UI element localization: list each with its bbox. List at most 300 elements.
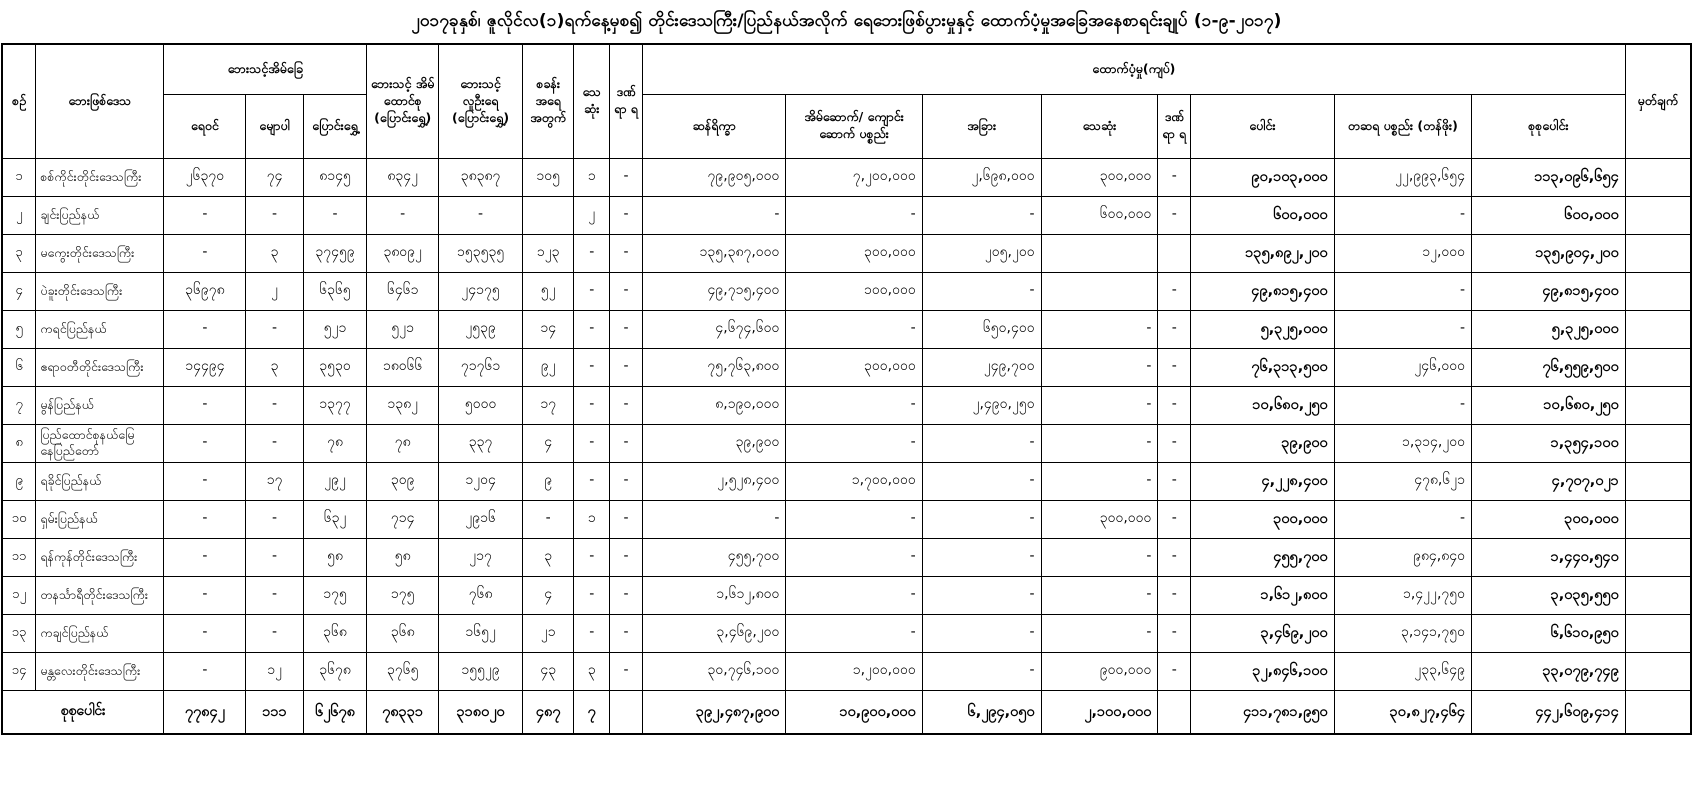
- cell-affected-population: ၅၀၀၀: [439, 386, 523, 424]
- cell-subtotal: ၄၉,၈၁၅,၄၀၀: [1191, 272, 1334, 310]
- cell-injured: -: [610, 614, 643, 652]
- cell-deaths-money: ၃၀၀,၀၀၀: [1041, 500, 1158, 538]
- cell-affected-families: ၈၃၄၂: [367, 158, 439, 196]
- cell-other: -: [922, 538, 1041, 576]
- cell-building-materials: -: [786, 576, 922, 614]
- cell-building-materials: -: [786, 196, 922, 234]
- total-cell-relocated: ၆၂၆၇၈: [303, 690, 367, 734]
- cell-serial: ၈: [2, 424, 36, 462]
- cell-camps: [523, 196, 574, 234]
- cell-remark: [1625, 500, 1691, 538]
- cell-affected-population: ၂၅၃၉: [439, 310, 523, 348]
- cell-flooded: ၃၆၉၇၈: [164, 272, 246, 310]
- cell-other: -: [922, 652, 1041, 690]
- col-subtotal: ပေါင်း: [1191, 94, 1334, 158]
- cell-remark: [1625, 348, 1691, 386]
- cell-injured: -: [610, 576, 643, 614]
- total-cell-deaths-money: ၂,၁၀၀,၀၀၀: [1041, 690, 1158, 734]
- cell-swept-away: ၁၇: [246, 462, 303, 500]
- cell-flooded: -: [164, 576, 246, 614]
- cell-region-name: မကွေးတိုင်းဒေသကြီး: [36, 234, 164, 272]
- cell-injured: -: [610, 538, 643, 576]
- cell-serial: ၁၁: [2, 538, 36, 576]
- cell-grand-total: ၃၀၀,၀၀၀: [1472, 500, 1626, 538]
- cell-deaths: ၁: [574, 500, 610, 538]
- table-row: [2, 576, 1691, 614]
- cell-rice-ration: -: [642, 196, 785, 234]
- total-cell-camps: ၄၈၇: [523, 690, 574, 734]
- cell-rice-ration: ၂,၅၂၈,၄၀၀: [642, 462, 785, 500]
- cell-deaths-money: -: [1041, 424, 1158, 462]
- cell-affected-families: ၃၇၆၅: [367, 652, 439, 690]
- col-grand-total: စုစုပေါင်း: [1472, 94, 1626, 158]
- cell-injured-money: -: [1158, 614, 1191, 652]
- col-other: အခြား: [922, 94, 1041, 158]
- cell-deaths-money: ၆၀၀,၀၀၀: [1041, 196, 1158, 234]
- cell-swept-away: ၃: [246, 234, 303, 272]
- total-cell-rice-ration: ၃၉၂,၄၈၇,၉၀၀: [642, 690, 785, 734]
- cell-affected-families: ၁၇၅: [367, 576, 439, 614]
- total-cell-affected-families: ၇၈၃၃၁: [367, 690, 439, 734]
- cell-injured-money: -: [1158, 158, 1191, 196]
- cell-swept-away: ၁၂: [246, 652, 303, 690]
- cell-deaths: ၃: [574, 652, 610, 690]
- cell-deaths: -: [574, 310, 610, 348]
- col-group-support-kyat: ထောက်ပံ့မှု(ကျပ်): [642, 44, 1625, 94]
- cell-injured-money: -: [1158, 272, 1191, 310]
- cell-camps: ၉၂: [523, 348, 574, 386]
- cell-building-materials: -: [786, 614, 922, 652]
- cell-rice-ration: ၄၅၅,၇၀၀: [642, 538, 785, 576]
- cell-flooded: -: [164, 196, 246, 234]
- cell-serial: ၁၂: [2, 576, 36, 614]
- cell-building-materials: ၃၀၀,၀၀၀: [786, 234, 922, 272]
- cell-grand-total: ၅,၃၂၅,၀၀၀: [1472, 310, 1626, 348]
- cell-rice-ration: ၄၉,၇၁၅,၄၀၀: [642, 272, 785, 310]
- cell-deaths: -: [574, 576, 610, 614]
- cell-injured: -: [610, 158, 643, 196]
- cell-affected-families: ၅၈: [367, 538, 439, 576]
- table-row: [2, 234, 1691, 272]
- cell-flooded: -: [164, 424, 246, 462]
- cell-remark: [1625, 424, 1691, 462]
- cell-remark: [1625, 652, 1691, 690]
- col-camps: စခန်း အရေ အတွက်: [523, 44, 574, 158]
- flood-report-table: [1, 43, 1692, 735]
- cell-region-name: ရခိုင်ပြည်နယ်: [36, 462, 164, 500]
- cell-injured-money: -: [1158, 576, 1191, 614]
- cell-camps: ၂၁: [523, 614, 574, 652]
- total-row-label: စုစုပေါင်း: [2, 690, 164, 734]
- cell-affected-population: ၁၅၃၅၃၅: [439, 234, 523, 272]
- col-donated-goods-value: တဆရ ပစ္စည်း (တန်ဖိုး): [1334, 94, 1471, 158]
- cell-deaths-money: -: [1041, 576, 1158, 614]
- cell-building-materials: ၁,၂၀၀,၀၀၀: [786, 652, 922, 690]
- cell-swept-away: -: [246, 424, 303, 462]
- cell-deaths: ၂: [574, 196, 610, 234]
- cell-donated-goods-value: ၄၇၈,၆၂၁: [1334, 462, 1471, 500]
- cell-injured-money: -: [1158, 500, 1191, 538]
- cell-serial: ၁၃: [2, 614, 36, 652]
- cell-serial: ၅: [2, 310, 36, 348]
- cell-camps: -: [523, 500, 574, 538]
- cell-injured: -: [610, 310, 643, 348]
- cell-donated-goods-value: ၁,၄၂၂,၇၅၀: [1334, 576, 1471, 614]
- cell-building-materials: -: [786, 310, 922, 348]
- cell-building-materials: ၁၀၀,၀၀၀: [786, 272, 922, 310]
- cell-injured-money: -: [1158, 652, 1191, 690]
- cell-flooded: -: [164, 386, 246, 424]
- cell-subtotal: ၃,၄၆၉,၂၀၀: [1191, 614, 1334, 652]
- cell-relocated: ၃၇၄၅၉: [303, 234, 367, 272]
- cell-grand-total: ၇၆,၅၅၉,၅၀၀: [1472, 348, 1626, 386]
- cell-deaths-money: ၉၀၀,၀၀၀: [1041, 652, 1158, 690]
- col-affected-families: ဘေးသင့် အိမ် ထောင်စု (ပြောင်းရွှေ့): [367, 44, 439, 158]
- cell-subtotal: ၄၅၅,၇၀၀: [1191, 538, 1334, 576]
- cell-flooded: -: [164, 234, 246, 272]
- cell-relocated: ၆၃၂: [303, 500, 367, 538]
- table-row: [2, 652, 1691, 690]
- cell-other: -: [922, 272, 1041, 310]
- cell-grand-total: ၁၁၃,၀၉၆,၆၅၄: [1472, 158, 1626, 196]
- cell-swept-away: -: [246, 500, 303, 538]
- cell-subtotal: ၁,၆၁၂,၈၀၀: [1191, 576, 1334, 614]
- cell-remark: [1625, 196, 1691, 234]
- cell-injured: -: [610, 500, 643, 538]
- cell-affected-population: ၇၆၈: [439, 576, 523, 614]
- cell-camps: ၄၃: [523, 652, 574, 690]
- cell-deaths-money: -: [1041, 614, 1158, 652]
- cell-remark: [1625, 386, 1691, 424]
- cell-affected-families: -: [367, 196, 439, 234]
- table-row: [2, 158, 1691, 196]
- cell-region-name: ရန်ကုန်တိုင်းဒေသကြီး: [36, 538, 164, 576]
- cell-serial: ၁၄: [2, 652, 36, 690]
- cell-injured: -: [610, 234, 643, 272]
- cell-relocated: ၅၈: [303, 538, 367, 576]
- col-flooded: ရေဝင်: [164, 94, 246, 158]
- cell-rice-ration: ၈,၁၉၀,၀၀၀: [642, 386, 785, 424]
- cell-subtotal: ၁၃၅,၈၉၂,၂၀၀: [1191, 234, 1334, 272]
- cell-rice-ration: ၄,၆၇၄,၆၀၀: [642, 310, 785, 348]
- cell-deaths-money: [1041, 272, 1158, 310]
- table-row: [2, 348, 1691, 386]
- cell-building-materials: -: [786, 538, 922, 576]
- cell-affected-population: ၂၉၁၆: [439, 500, 523, 538]
- cell-other: -: [922, 614, 1041, 652]
- cell-remark: [1625, 538, 1691, 576]
- cell-serial: ၂: [2, 196, 36, 234]
- cell-remark: [1625, 310, 1691, 348]
- total-cell-donated-goods-value: ၃၀,၈၂၇,၄၆၄: [1334, 690, 1471, 734]
- cell-grand-total: ၆၀၀,၀၀၀: [1472, 196, 1626, 234]
- cell-subtotal: ၇၆,၃၁၃,၅၀၀: [1191, 348, 1334, 386]
- cell-injured: -: [610, 462, 643, 500]
- cell-donated-goods-value: ၁၂,၀၀၀: [1334, 234, 1471, 272]
- cell-donated-goods-value: ၁,၃၁၄,၂၀၀: [1334, 424, 1471, 462]
- cell-region-name: ရှမ်းပြည်နယ်: [36, 500, 164, 538]
- cell-swept-away: -: [246, 538, 303, 576]
- cell-relocated: ၁၃၇၇: [303, 386, 367, 424]
- cell-serial: ၁၀: [2, 500, 36, 538]
- cell-affected-population: ၃၈၃၈၇: [439, 158, 523, 196]
- total-cell-injured-money: [1158, 690, 1191, 734]
- table-row: [2, 614, 1691, 652]
- cell-camps: ၄: [523, 424, 574, 462]
- cell-injured-money: [1158, 234, 1191, 272]
- cell-deaths-money: -: [1041, 386, 1158, 424]
- cell-affected-families: ၃၈၀၉၂: [367, 234, 439, 272]
- table-row: [2, 196, 1691, 234]
- cell-relocated: ၈၁၄၅: [303, 158, 367, 196]
- cell-camps: ၁၀၅: [523, 158, 574, 196]
- cell-grand-total: ၄၉,၈၁၅,၄၀၀: [1472, 272, 1626, 310]
- cell-relocated: ၃၆၈: [303, 614, 367, 652]
- cell-flooded: -: [164, 614, 246, 652]
- cell-camps: ၄: [523, 576, 574, 614]
- cell-affected-families: ၁၈၀၆၆: [367, 348, 439, 386]
- cell-donated-goods-value: ၉၈၄,၈၄၀: [1334, 538, 1471, 576]
- cell-camps: ၁၂၃: [523, 234, 574, 272]
- cell-deaths-money: -: [1041, 538, 1158, 576]
- col-swept-away: မျောပါ: [246, 94, 303, 158]
- cell-swept-away: -: [246, 576, 303, 614]
- cell-injured: -: [610, 424, 643, 462]
- cell-affected-population: ၁၂၀၄: [439, 462, 523, 500]
- cell-deaths-money: -: [1041, 348, 1158, 386]
- table-row: [2, 538, 1691, 576]
- cell-subtotal: ၄,၂၂၈,၄၀၀: [1191, 462, 1334, 500]
- cell-region-name: ပဲခူးတိုင်းဒေသကြီး: [36, 272, 164, 310]
- total-cell-swept-away: ၁၁၁: [246, 690, 303, 734]
- cell-serial: ၆: [2, 348, 36, 386]
- cell-donated-goods-value: ၂၄၆,၀၀၀: [1334, 348, 1471, 386]
- cell-serial: ၃: [2, 234, 36, 272]
- cell-donated-goods-value: -: [1334, 386, 1471, 424]
- cell-building-materials: -: [786, 386, 922, 424]
- cell-rice-ration: ၃,၄၆၉,၂၀၀: [642, 614, 785, 652]
- total-cell-affected-population: ၃၁၈၀၂၀: [439, 690, 523, 734]
- page-title: ၂၀၁၇ခုနှစ်၊ ဇူလိုင်လ(၁)ရက်နေ့မှစ၍ တိုင်းဒေသကြီး/ပြည်နယ်အလိုက် ရေဘေးဖြစ်ပွားမှုနှင့် ထောက်ပံ့မှုအခြေအနေစာရင်းချုပ် (၁-၉-၂၀၁၇): [411, 11, 1282, 31]
- cell-relocated: -: [303, 196, 367, 234]
- cell-deaths: -: [574, 538, 610, 576]
- cell-other: ၂,၆၉၈,၀၀၀: [922, 158, 1041, 196]
- cell-subtotal: ၁၀,၆၈၀,၂၅၀: [1191, 386, 1334, 424]
- cell-injured-money: -: [1158, 386, 1191, 424]
- cell-affected-families: ၅၂၁: [367, 310, 439, 348]
- cell-grand-total: ၁၀,၆၈၀,၂၅၀: [1472, 386, 1626, 424]
- cell-affected-families: ၁၃၈၂: [367, 386, 439, 424]
- cell-deaths: -: [574, 614, 610, 652]
- cell-region-name: မန္တလေးတိုင်းဒေသကြီး: [36, 652, 164, 690]
- cell-region-name: စစ်ကိုင်းတိုင်းဒေသကြီး: [36, 158, 164, 196]
- cell-grand-total: ၁,၄၄၀,၅၄၀: [1472, 538, 1626, 576]
- cell-other: ၂၀၅,၂၀၀: [922, 234, 1041, 272]
- cell-swept-away: -: [246, 614, 303, 652]
- cell-rice-ration: ၃၉,၉၀၀: [642, 424, 785, 462]
- cell-other: -: [922, 462, 1041, 500]
- cell-deaths-money: -: [1041, 462, 1158, 500]
- cell-donated-goods-value: -: [1334, 272, 1471, 310]
- cell-injured-money: -: [1158, 462, 1191, 500]
- cell-deaths: -: [574, 234, 610, 272]
- cell-other: ၂,၄၉၀,၂၅၀: [922, 386, 1041, 424]
- cell-camps: ၁၄: [523, 310, 574, 348]
- cell-injured-money: -: [1158, 538, 1191, 576]
- cell-camps: ၁၇: [523, 386, 574, 424]
- col-group-affected-households: ဘေးသင့်အိမ်ခြေ: [164, 44, 367, 94]
- cell-affected-families: ၇၁၄: [367, 500, 439, 538]
- cell-injured: -: [610, 652, 643, 690]
- cell-injured: -: [610, 196, 643, 234]
- cell-region-name: ကရင်ပြည်နယ်: [36, 310, 164, 348]
- col-relocated: ပြောင်းရွှေ့: [303, 94, 367, 158]
- cell-deaths-money: [1041, 234, 1158, 272]
- cell-rice-ration: -: [642, 500, 785, 538]
- cell-affected-families: ၃၆၈: [367, 614, 439, 652]
- table-body: [2, 158, 1691, 734]
- cell-deaths: -: [574, 348, 610, 386]
- cell-injured-money: -: [1158, 310, 1191, 348]
- cell-swept-away: ၃: [246, 348, 303, 386]
- cell-rice-ration: ၃၀,၇၄၆,၁၀၀: [642, 652, 785, 690]
- table-header: [2, 44, 1691, 158]
- cell-other: -: [922, 500, 1041, 538]
- cell-rice-ration: ၇၉,၉၀၅,၀၀၀: [642, 158, 785, 196]
- cell-relocated: ၅၂၁: [303, 310, 367, 348]
- cell-relocated: ၃၅၃၀: [303, 348, 367, 386]
- cell-flooded: ၁၄၄၉၄: [164, 348, 246, 386]
- cell-affected-population: ၇၁၇၆၁: [439, 348, 523, 386]
- total-cell-subtotal: ၄၁၁,၇၈၁,၉၅၀: [1191, 690, 1334, 734]
- cell-injured: -: [610, 386, 643, 424]
- cell-injured: -: [610, 272, 643, 310]
- cell-deaths: -: [574, 386, 610, 424]
- cell-deaths: ၁: [574, 158, 610, 196]
- cell-remark: [1625, 272, 1691, 310]
- total-cell-building-materials: ၁၀,၉၀၀,၀၀၀: [786, 690, 922, 734]
- cell-region-name: တနင်္သာရီတိုင်းဒေသကြီး: [36, 576, 164, 614]
- cell-donated-goods-value: -: [1334, 310, 1471, 348]
- col-building-materials: အိမ်ဆောက်/ ကျောင်းဆောက် ပစ္စည်း: [786, 94, 922, 158]
- cell-donated-goods-value: ၃,၁၄၁,၇၅၀: [1334, 614, 1471, 652]
- cell-swept-away: -: [246, 196, 303, 234]
- cell-region-name: ပြည်ထောင်စုနယ်မြေ နေပြည်တော်: [36, 424, 164, 462]
- cell-subtotal: ၅,၃၂၅,၀၀၀: [1191, 310, 1334, 348]
- col-deaths-money: သေဆုံး: [1041, 94, 1158, 158]
- cell-deaths: -: [574, 272, 610, 310]
- total-cell-flooded: ၇၇၈၄၂: [164, 690, 246, 734]
- cell-affected-families: ၃၀၉: [367, 462, 439, 500]
- cell-building-materials: ၁,၇၀၀,၀၀၀: [786, 462, 922, 500]
- cell-other: -: [922, 424, 1041, 462]
- total-cell-grand-total: ၄၄၂,၆၀၉,၄၁၄: [1472, 690, 1626, 734]
- cell-injured-money: -: [1158, 196, 1191, 234]
- cell-flooded: -: [164, 462, 246, 500]
- cell-flooded: -: [164, 538, 246, 576]
- cell-rice-ration: ၇၅,၇၆၃,၈၀၀: [642, 348, 785, 386]
- cell-grand-total: ၄,၇၀၇,၀၂၁: [1472, 462, 1626, 500]
- cell-affected-population: -: [439, 196, 523, 234]
- cell-region-name: ဧရာဝတီတိုင်းဒေသကြီး: [36, 348, 164, 386]
- cell-other: ၂၄၉,၇၀၀: [922, 348, 1041, 386]
- col-serial: စဉ်: [2, 44, 36, 158]
- cell-grand-total: ၁,၃၅၄,၁၀၀: [1472, 424, 1626, 462]
- cell-building-materials: -: [786, 424, 922, 462]
- col-injured-money: ဒဏ် ရာ ရ: [1158, 94, 1191, 158]
- cell-donated-goods-value: -: [1334, 196, 1471, 234]
- cell-relocated: ၂၉၂: [303, 462, 367, 500]
- cell-subtotal: ၆၀၀,၀၀၀: [1191, 196, 1334, 234]
- cell-subtotal: ၃၉,၉၀၀: [1191, 424, 1334, 462]
- cell-affected-population: ၁၅၅၂၉: [439, 652, 523, 690]
- table-row: [2, 310, 1691, 348]
- cell-affected-families: ၇၈: [367, 424, 439, 462]
- cell-remark: [1625, 234, 1691, 272]
- cell-donated-goods-value: ၂၃၃,၆၄၉: [1334, 652, 1471, 690]
- cell-rice-ration: ၁,၆၁၂,၈၀၀: [642, 576, 785, 614]
- cell-serial: ၁: [2, 158, 36, 196]
- cell-injured: -: [610, 348, 643, 386]
- cell-donated-goods-value: ၂၂,၉၉၃,၆၅၄: [1334, 158, 1471, 196]
- cell-swept-away: -: [246, 310, 303, 348]
- cell-deaths: -: [574, 424, 610, 462]
- cell-affected-population: ၃၃၇: [439, 424, 523, 462]
- col-rice-ration: ဆန်ရိက္ခာ: [642, 94, 785, 158]
- cell-camps: ၉: [523, 462, 574, 500]
- cell-grand-total: ၃၃,၀၇၉,၇၄၉: [1472, 652, 1626, 690]
- cell-other: -: [922, 576, 1041, 614]
- cell-serial: ၉: [2, 462, 36, 500]
- cell-flooded: -: [164, 310, 246, 348]
- cell-rice-ration: ၁၃၅,၃၈၇,၀၀၀: [642, 234, 785, 272]
- total-cell-injured: [610, 690, 643, 734]
- total-cell-remark: [1625, 690, 1691, 734]
- cell-affected-population: ၁၆၅၂: [439, 614, 523, 652]
- col-region: ဘေးဖြစ်ဒေသ: [36, 44, 164, 158]
- cell-relocated: ၆၃၆၅: [303, 272, 367, 310]
- cell-swept-away: ၇၄: [246, 158, 303, 196]
- col-affected-population: ဘေးသင့် လူဦးရေ (ပြောင်းရွှေ့): [439, 44, 523, 158]
- cell-grand-total: ၃,၀၃၅,၅၅၀: [1472, 576, 1626, 614]
- cell-grand-total: ၆,၆၁၀,၉၅၀: [1472, 614, 1626, 652]
- table-row: [2, 272, 1691, 310]
- cell-injured-money: -: [1158, 424, 1191, 462]
- cell-flooded: ၂၆၃၇၀: [164, 158, 246, 196]
- cell-deaths-money: ၃၀၀,၀၀၀: [1041, 158, 1158, 196]
- cell-building-materials: ၇,၂၀၀,၀၀၀: [786, 158, 922, 196]
- cell-flooded: -: [164, 652, 246, 690]
- cell-camps: ၅၂: [523, 272, 574, 310]
- total-cell-other: ၆,၂၉၄,၀၅၀: [922, 690, 1041, 734]
- cell-relocated: ၃၆၇၈: [303, 652, 367, 690]
- cell-affected-population: ၂၄၁၇၅: [439, 272, 523, 310]
- cell-swept-away: -: [246, 386, 303, 424]
- cell-remark: [1625, 614, 1691, 652]
- cell-donated-goods-value: -: [1334, 500, 1471, 538]
- cell-other: ၆၅၀,၄၀၀: [922, 310, 1041, 348]
- cell-affected-families: ၆၄၆၁: [367, 272, 439, 310]
- cell-subtotal: ၉၀,၁၀၃,၀၀၀: [1191, 158, 1334, 196]
- cell-building-materials: -: [786, 500, 922, 538]
- cell-subtotal: ၃၂,၈၄၆,၁၀၀: [1191, 652, 1334, 690]
- cell-injured-money: -: [1158, 348, 1191, 386]
- cell-grand-total: ၁၃၅,၉၀၄,၂၀၀: [1472, 234, 1626, 272]
- cell-region-name: ကချင်ပြည်နယ်: [36, 614, 164, 652]
- cell-remark: [1625, 576, 1691, 614]
- cell-region-name: မွန်ပြည်နယ်: [36, 386, 164, 424]
- table-row: [2, 424, 1691, 462]
